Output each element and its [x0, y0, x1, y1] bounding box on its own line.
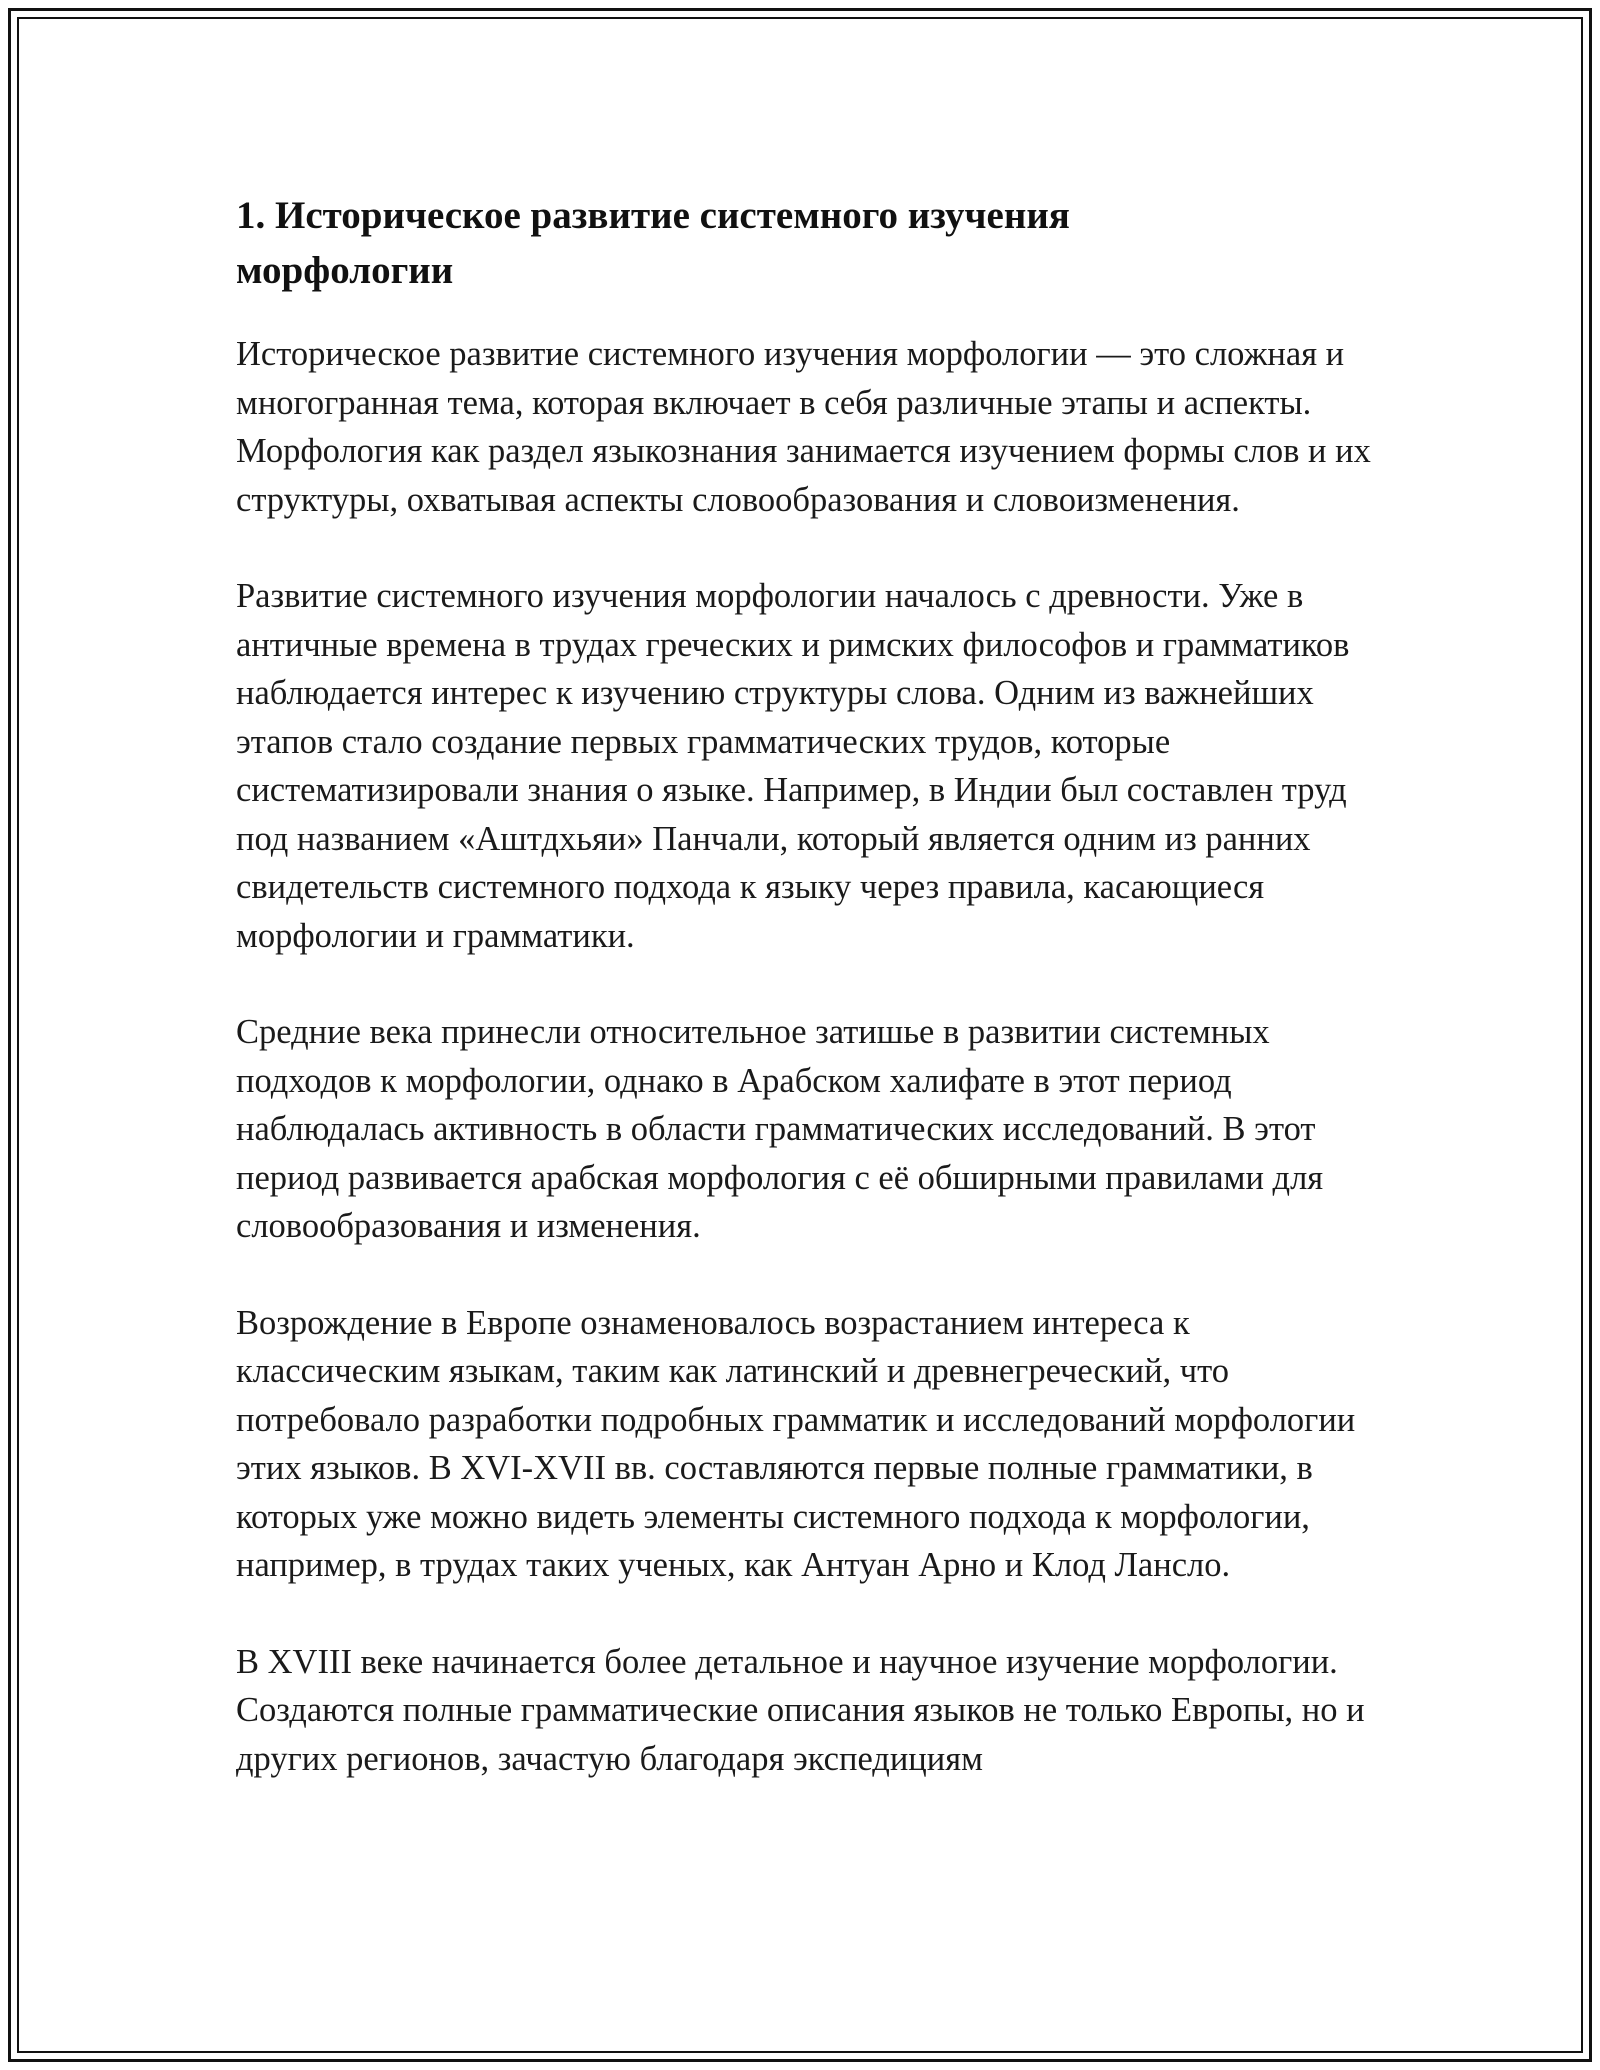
- paragraph-3: Средние века принесли относительное затишье в развитии системных подходов к морфологии, однако в Арабском халифате в этот период наблюдалась активность в области грамматических исследований. В этот период развивается арабская морфология с её обширными правилами для словообразования и изменения.: [236, 1013, 1324, 1245]
- paragraph-1: Историческое развитие системного изучения морфологии — это сложная и многогранная тема, которая включает в себя различные этапы и аспекты. Морфология как раздел языкознания занимается изучением формы слов и их структуры, охватывая аспекты словообразования и словоизменения.: [236, 335, 1371, 519]
- paragraph-5: В XVIII веке начинается более детальное и научное изучение морфологии. Создаются полные грамматические описания языков не только Европы, но и других регионов, зачастую благодаря экспедициям: [236, 1642, 1365, 1778]
- document-body: [236, 188, 1376, 1831]
- section-heading: 1. Историческое развитие системного изучения морфологии: [236, 194, 1070, 292]
- paragraph-4: Возрождение в Европе ознаменовалось возрастанием интереса к классическим языкам, таким как латинский и древнегреческий, что потребовало разработки подробных грамматик и исследований морфологии этих языков. В XVI-XVII вв. составляются первые полные грамматики, в которых уже можно видеть элементы системного подхода к морфологии, например, в трудах таких ученых, как Антуан Арно и Клод Лансло.: [236, 1303, 1356, 1584]
- paragraph-2: Развитие системного изучения морфологии началось с древности. Уже в античные времена в трудах греческих и римских философов и грамматиков наблюдается интерес к изучению структуры слова. Одним из важнейших этапов стало создание первых грамматических трудов, которые систематизировали знания о языке. Например, в Индии был составлен труд под названием «Аштдхьяи» Панчали, который является одним из ранних свидетельств системного подхода к языку через правила, касающиеся морфологии и грамматики.: [236, 577, 1350, 955]
